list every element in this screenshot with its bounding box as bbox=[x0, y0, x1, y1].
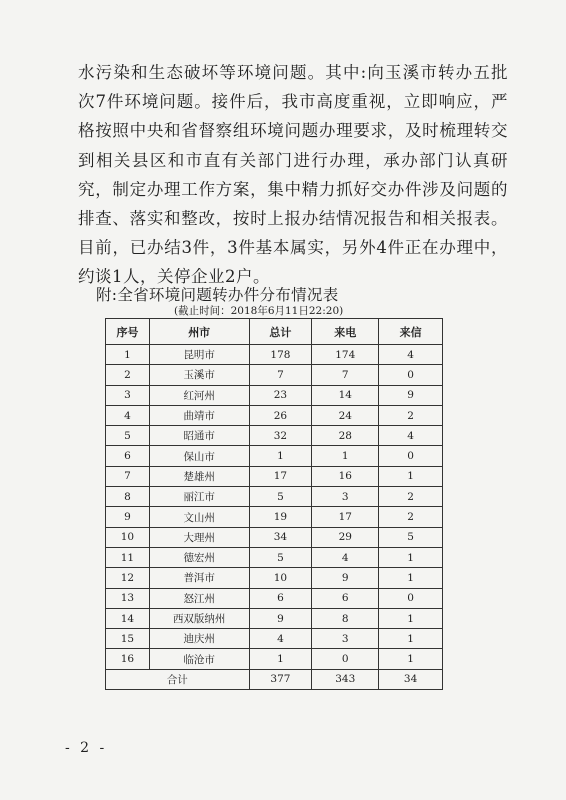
row-letter: 9 bbox=[379, 385, 443, 405]
row-total: 32 bbox=[249, 426, 312, 446]
row-city: 临沧市 bbox=[149, 649, 249, 669]
row-no: 7 bbox=[106, 466, 150, 486]
row-no: 11 bbox=[106, 547, 150, 567]
header-letter: 来信 bbox=[379, 319, 443, 345]
row-city: 红河州 bbox=[149, 385, 249, 405]
distribution-table bbox=[105, 318, 443, 690]
row-no: 12 bbox=[106, 568, 150, 588]
row-city: 德宏州 bbox=[149, 547, 249, 567]
row-no: 8 bbox=[106, 487, 150, 507]
row-letter: 4 bbox=[379, 426, 443, 446]
row-phone: 8 bbox=[312, 608, 379, 628]
table-row bbox=[106, 365, 443, 385]
table-row bbox=[106, 527, 443, 547]
row-phone: 17 bbox=[312, 507, 379, 527]
row-phone: 16 bbox=[312, 466, 379, 486]
row-letter: 1 bbox=[379, 466, 443, 486]
row-phone: 0 bbox=[312, 649, 379, 669]
row-no: 10 bbox=[106, 527, 150, 547]
row-city: 丽江市 bbox=[149, 487, 249, 507]
row-total: 19 bbox=[249, 507, 312, 527]
row-letter: 4 bbox=[379, 345, 443, 365]
row-phone: 14 bbox=[312, 385, 379, 405]
row-no: 1 bbox=[106, 345, 150, 365]
row-phone: 174 bbox=[312, 345, 379, 365]
total-label: 合计 bbox=[106, 669, 250, 689]
row-phone: 3 bbox=[312, 487, 379, 507]
table-row bbox=[106, 345, 443, 365]
row-total: 4 bbox=[249, 629, 312, 649]
row-city: 玉溪市 bbox=[149, 365, 249, 385]
row-city: 楚雄州 bbox=[149, 466, 249, 486]
table-subtitle: (截止时间：2018年6月11日22:20) bbox=[174, 305, 344, 317]
row-city: 保山市 bbox=[149, 446, 249, 466]
table-row bbox=[106, 547, 443, 567]
page-number: - 2 - bbox=[65, 740, 108, 756]
body-paragraph: 水污染和生态破坏等环境问题。其中:向玉溪市转办五批次7件环境问题。接件后，我市高度重视，立即响应，严格按照中央和省督察组环境问题办理要求，及时梳理转交到相关县区和市直有关部门进行办理，承办部门认真研究，制定办理工作方案，集中精力抓好交办件涉及问题的排查、落实和整改，按时上报办结情况报告和相关报表。目前，已办结3件，3件基本属实，另外4件正在办理中，约谈1人，关停企业2户。 bbox=[78, 63, 508, 287]
row-total: 10 bbox=[249, 568, 312, 588]
row-total: 6 bbox=[249, 588, 312, 608]
row-letter: 1 bbox=[379, 629, 443, 649]
table-row bbox=[106, 507, 443, 527]
row-letter: 2 bbox=[379, 507, 443, 527]
row-letter: 5 bbox=[379, 527, 443, 547]
row-city: 文山州 bbox=[149, 507, 249, 527]
row-no: 6 bbox=[106, 446, 150, 466]
table-title: 附:全省环境问题转办件分布情况表 bbox=[96, 286, 339, 304]
row-letter: 0 bbox=[379, 365, 443, 385]
row-total: 34 bbox=[249, 527, 312, 547]
table-row bbox=[106, 426, 443, 446]
row-phone: 29 bbox=[312, 527, 379, 547]
row-city: 昭通市 bbox=[149, 426, 249, 446]
total-phone: 343 bbox=[312, 669, 379, 689]
table-row bbox=[106, 588, 443, 608]
row-phone: 24 bbox=[312, 405, 379, 425]
row-total: 26 bbox=[249, 405, 312, 425]
row-total: 9 bbox=[249, 608, 312, 628]
row-no: 15 bbox=[106, 629, 150, 649]
row-no: 5 bbox=[106, 426, 150, 446]
row-city: 曲靖市 bbox=[149, 405, 249, 425]
total-sum: 377 bbox=[249, 669, 312, 689]
row-total: 7 bbox=[249, 365, 312, 385]
row-total: 23 bbox=[249, 385, 312, 405]
table-row bbox=[106, 568, 443, 588]
row-letter: 2 bbox=[379, 487, 443, 507]
row-no: 4 bbox=[106, 405, 150, 425]
row-city: 普洱市 bbox=[149, 568, 249, 588]
row-letter: 2 bbox=[379, 405, 443, 425]
row-total: 5 bbox=[249, 487, 312, 507]
row-total: 1 bbox=[249, 446, 312, 466]
row-phone: 4 bbox=[312, 547, 379, 567]
table-body bbox=[106, 345, 443, 670]
header-city: 州市 bbox=[149, 319, 249, 345]
row-no: 13 bbox=[106, 588, 150, 608]
table-row bbox=[106, 649, 443, 669]
row-letter: 0 bbox=[379, 446, 443, 466]
row-total: 17 bbox=[249, 466, 312, 486]
table-row bbox=[106, 446, 443, 466]
row-no: 14 bbox=[106, 608, 150, 628]
row-city: 迪庆州 bbox=[149, 629, 249, 649]
table-row bbox=[106, 629, 443, 649]
row-city: 怒江州 bbox=[149, 588, 249, 608]
row-city: 西双版纳州 bbox=[149, 608, 249, 628]
row-no: 9 bbox=[106, 507, 150, 527]
row-letter: 1 bbox=[379, 649, 443, 669]
row-letter: 1 bbox=[379, 608, 443, 628]
row-phone: 28 bbox=[312, 426, 379, 446]
row-letter: 0 bbox=[379, 588, 443, 608]
row-phone: 7 bbox=[312, 365, 379, 385]
table-header-row bbox=[106, 319, 443, 345]
total-letter: 34 bbox=[379, 669, 443, 689]
table-row bbox=[106, 487, 443, 507]
row-phone: 3 bbox=[312, 629, 379, 649]
row-phone: 9 bbox=[312, 568, 379, 588]
row-total: 178 bbox=[249, 345, 312, 365]
header-phone: 来电 bbox=[312, 319, 379, 345]
table-row bbox=[106, 608, 443, 628]
row-total: 1 bbox=[249, 649, 312, 669]
row-phone: 6 bbox=[312, 588, 379, 608]
table-row bbox=[106, 385, 443, 405]
header-no: 序号 bbox=[106, 319, 150, 345]
row-no: 2 bbox=[106, 365, 150, 385]
row-no: 16 bbox=[106, 649, 150, 669]
table-total-row bbox=[106, 669, 443, 689]
header-total: 总计 bbox=[249, 319, 312, 345]
row-city: 昆明市 bbox=[149, 345, 249, 365]
row-no: 3 bbox=[106, 385, 150, 405]
row-city: 大理州 bbox=[149, 527, 249, 547]
row-letter: 1 bbox=[379, 547, 443, 567]
row-letter: 1 bbox=[379, 568, 443, 588]
row-phone: 1 bbox=[312, 446, 379, 466]
table-row bbox=[106, 466, 443, 486]
table-row bbox=[106, 405, 443, 425]
row-total: 5 bbox=[249, 547, 312, 567]
